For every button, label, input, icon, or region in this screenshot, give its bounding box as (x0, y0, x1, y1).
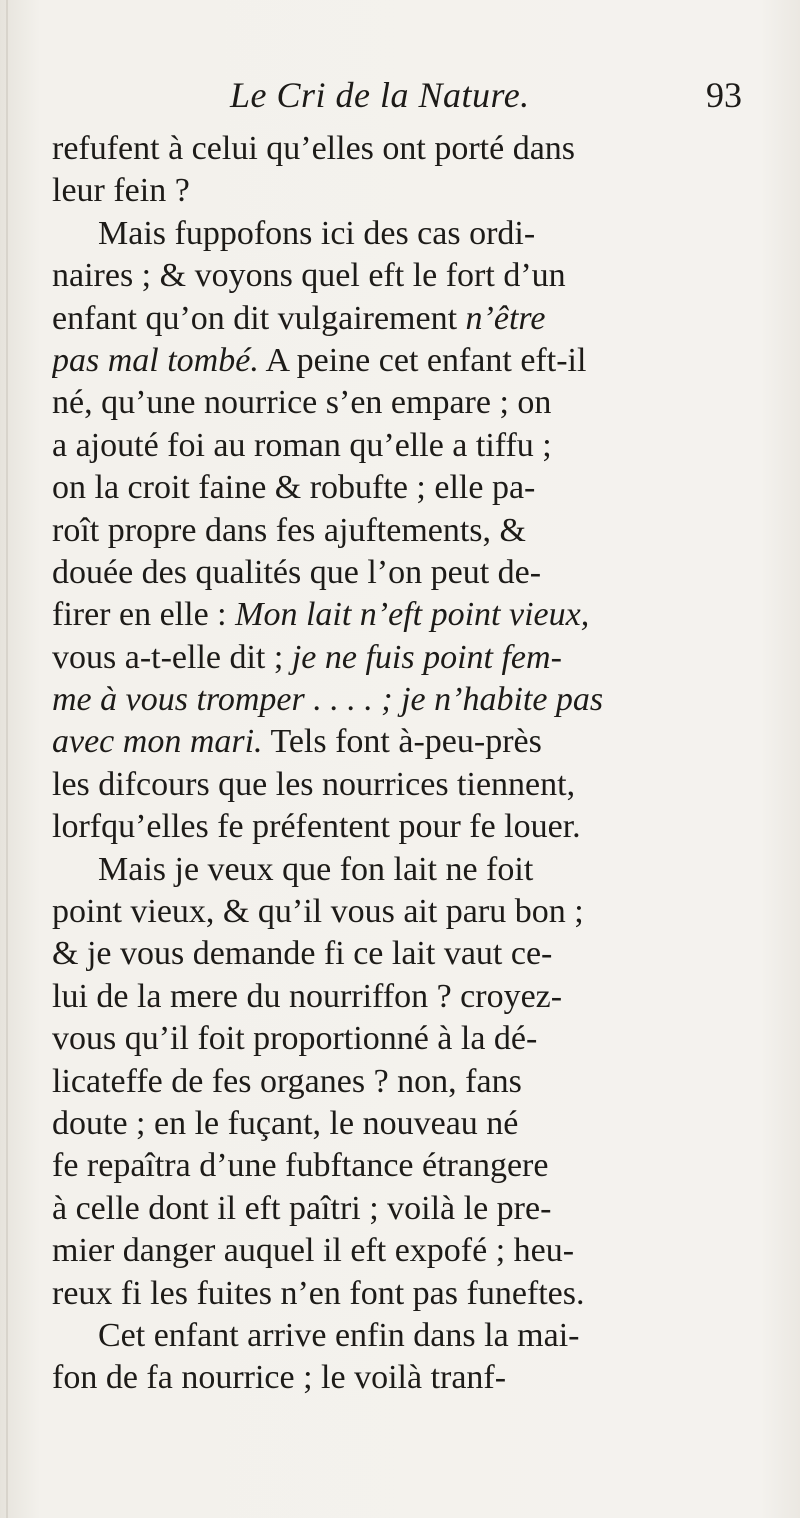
text-line: à celle dont il eft paîtri ; voilà le pre- (52, 1189, 552, 1227)
text-line: douée des qualités que l’on peut de- (52, 553, 542, 591)
text-line: Mais je veux que fon lait ne foit (98, 850, 534, 888)
text-line: refufent à celui qu’elles ont porté dans (52, 130, 576, 167)
text-line: firer en elle : Mon lait n’eft point vieux, (52, 596, 590, 634)
text-line: les difcours que les nourrices tiennent, (52, 765, 576, 803)
text-line: né, qu’une nourrice s’en empare ; on (52, 384, 552, 422)
text-line: fe repaîtra d’une fubftance étrangere (52, 1147, 549, 1185)
text-line: me à vous tromper . . . . ; je n’habite pas (52, 681, 604, 719)
text-line: pas mal tombé. A peine cet enfant eft-il (52, 341, 587, 379)
page-header (52, 72, 742, 118)
text-line: vous a-t-elle dit ; je ne fuis point fem- (52, 638, 562, 676)
text-line: mier danger auquel il eft expofé ; heu- (52, 1232, 575, 1270)
text-line: vous qu’il foit proportionné à la dé- (52, 1020, 538, 1058)
text-line: enfant qu’on dit vulgairement n’être (52, 299, 546, 337)
text-line: reux fi les fuites n’en font pas funeftes. (52, 1274, 585, 1312)
text-line: lorfqu’elles fe préfentent pour fe louer. (52, 808, 581, 846)
text-line: on la croit faine & robufte ; elle pa- (52, 469, 536, 507)
text-line: roît propre dans fes ajuftements, & (52, 511, 526, 549)
text-line: naires ; & voyons quel eft le fort d’un (52, 257, 566, 295)
text-line: avec mon mari. Tels font à-peu-près (52, 723, 542, 761)
body-text (52, 128, 752, 1400)
text-line: licateffe de fes organes ? non, fans (52, 1062, 522, 1100)
gutter-shadow (6, 0, 8, 1518)
running-title: Le Cri de la Nature. (230, 75, 530, 115)
text-line: point vieux, & qu’il vous ait paru bon ; (52, 893, 584, 931)
text-line: doute ; en le fuçant, le nouveau né (52, 1104, 519, 1142)
text-line: leur fein ? (52, 172, 190, 210)
text-line: Cet enfant arrive enfin dans la mai- (98, 1316, 580, 1354)
text-line: lui de la mere du nourriffon ? croyez- (52, 977, 563, 1015)
text-line: a ajouté foi au roman qu’elle a tiffu ; (52, 426, 552, 464)
page-number: 93 (706, 75, 742, 115)
text-line: fon de fa nourrice ; le voilà tranf- (52, 1359, 507, 1397)
text-line: & je vous demande fi ce lait vaut ce- (52, 935, 553, 973)
text-line: Mais fuppofons ici des cas ordi- (98, 214, 536, 252)
